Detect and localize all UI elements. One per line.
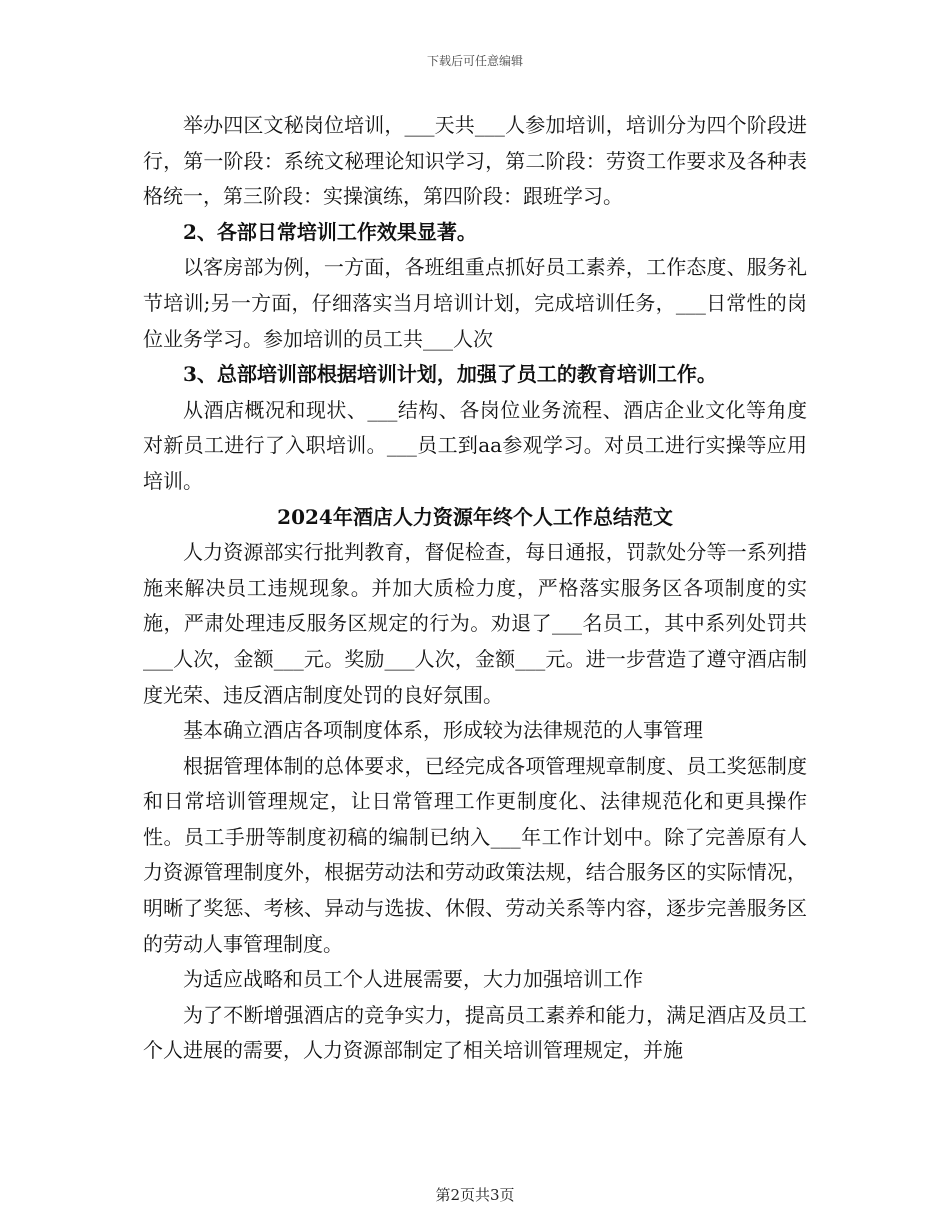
paragraph-competitiveness: 为了不断增强酒店的竞争实力，提高员工素养和能力，满足酒店及员工个人进展的需要，人力资源部制定了相关培训管理规定，并施 [143, 1002, 807, 1063]
document-body [143, 108, 807, 1069]
heading-hq-training: 3、总部培训部根据培训计划，加强了员工的教育培训工作。 [183, 362, 717, 387]
paragraph-training-stages: 举办四区文秘岗位培训，___天共___人参加培训，培训分为四个阶段进行，第一阶段：系统文秘理论知识学习，第二阶段：劳资工作要求及各种表格统一，第三阶段：实操演练，第四阶段：跟班学习。 [143, 113, 807, 209]
heading-daily-training: 2、各部日常培训工作效果显著。 [183, 219, 477, 244]
paragraph-training-heading: 为适应战略和员工个人进展需要，大力加强培训工作 [183, 967, 643, 992]
paragraph-orientation-training: 从酒店概况和现状、___结构、各岗位业务流程、酒店企业文化等角度对新员工进行了入职培训。___员工到aa参观学习。对员工进行实操等应用培训。 [143, 397, 807, 493]
paragraph-discipline: 人力资源部实行批判教育，督促检查，每日通报，罚款处分等一系列措施来解决员工违规现象。并加大质检力度，严格落实服务区各项制度的实施，严肃处理违反服务区规定的行为。劝退了___名员工，其中系列处罚共___人次，金额___元。奖励___人次，金额___元。进一步营造了遵守酒店制度光荣、违反酒店制度处罚的良好氛围。 [143, 540, 807, 707]
paragraph-regulations: 根据管理体制的总体要求，已经完成各项管理规章制度、员工奖惩制度和日常培训管理规定，让日常管理工作更制度化、法律规范化和更具操作性。员工手册等制度初稿的编制已纳入___年工作计划中。除了完善原有人力资源管理制度外，根据劳动法和劳动政策法规，结合服务区的实际情况，明晰了奖惩、考核、异动与选拔、休假、劳动关系等内容，逐步完善服务区的劳动人事管理制度。 [143, 753, 807, 956]
paragraph-system-heading: 基本确立酒店各项制度体系，形成较为法律规范的人事管理 [183, 718, 703, 743]
page-number: 第2页共3页 [435, 1186, 515, 1204]
paragraph-housekeeping-training: 以客房部为例，一方面，各班组重点抓好员工素养，工作态度、服务礼节培训;另一方面，仔细落实当月培训计划，完成培训任务，___日常性的岗位业务学习。参加培训的员工共___人次 [143, 255, 807, 351]
section-title: 2024年酒店人力资源年终个人工作总结范文 [277, 504, 673, 529]
page-header: 下载后可任意编辑 [426, 54, 523, 68]
